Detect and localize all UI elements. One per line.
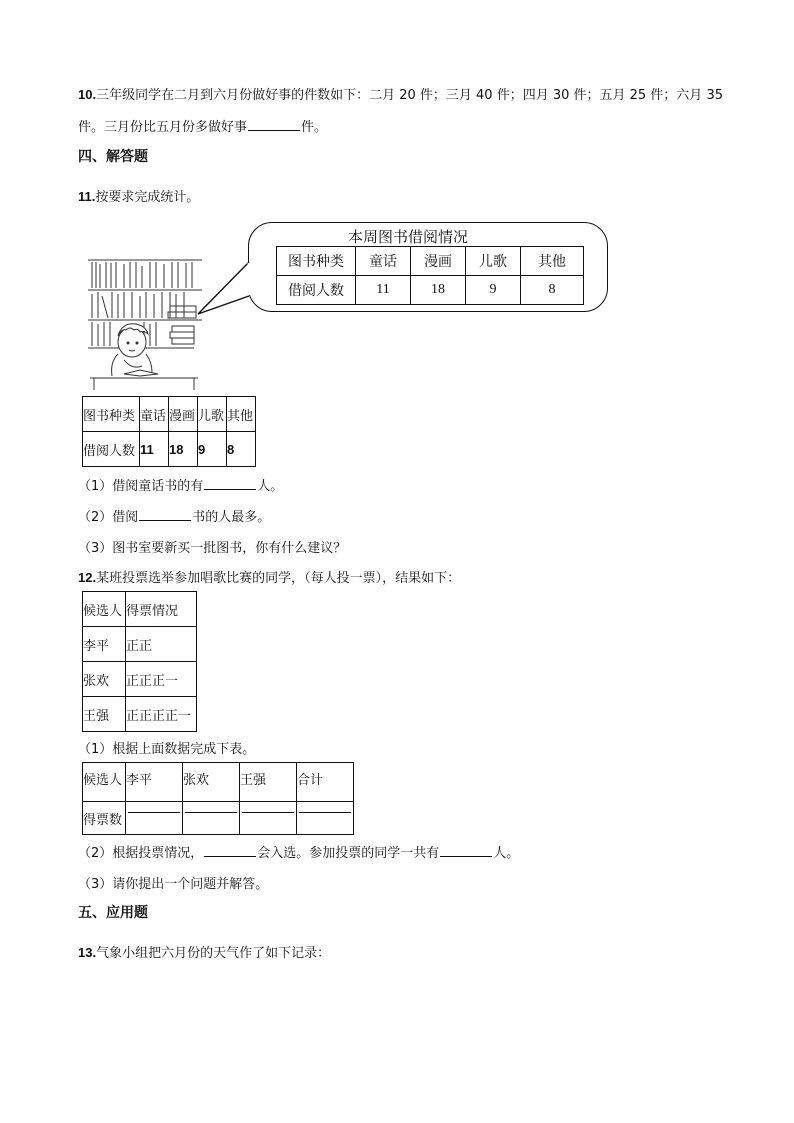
section-heading-5: 五、应用题: [78, 905, 148, 921]
table-cell: 候选人: [83, 763, 126, 802]
q11-sub2-text-a: （2）借阅: [78, 510, 139, 525]
q11-sub3: （3）图书室要新买一批图书，你有什么建议？: [78, 541, 347, 556]
table-cell: 张欢: [183, 763, 240, 802]
question-12: [78, 567, 460, 586]
q11-sub2-text-b: 书的人最多。: [192, 510, 271, 525]
table-cell: 得票情况: [126, 592, 197, 627]
q12-sub2-text-a: （2）根据投票情况，: [78, 846, 204, 861]
answer-blank[interactable]: [204, 477, 256, 490]
table-cell: 正正正一: [126, 662, 197, 697]
table-row: [83, 697, 197, 732]
vote-input-cell[interactable]: [183, 802, 240, 835]
question-11-number: 11.: [78, 189, 96, 204]
section-heading-4: 四、解答题: [78, 149, 148, 165]
vote-input-cell[interactable]: [297, 802, 354, 835]
question-10-text-a: 件。三月份比五月份多做好事: [78, 120, 248, 135]
q11-sub1-text-a: （1）借阅童话书的有: [78, 479, 204, 494]
table-cell: 其他: [227, 397, 256, 432]
bubble-cell: 童话: [356, 247, 411, 276]
bubble-cell: 儿歌: [466, 247, 521, 276]
bubble-table-row: [277, 276, 584, 305]
table-cell: 儿歌: [198, 397, 227, 432]
question-13-number: 13.: [78, 945, 97, 960]
q11-sub1: [78, 475, 283, 494]
table-cell: 童话: [140, 397, 169, 432]
question-11-text: 按要求完成统计。: [95, 190, 200, 205]
table-row: [83, 627, 197, 662]
table-row: [83, 432, 256, 467]
question-10-text-b: 件。: [301, 120, 328, 135]
q12-sub3: （3）请你提出一个问题并解答。: [78, 877, 269, 892]
borrow-table: [82, 396, 256, 467]
question-10-text: 三年级同学在二月到六月份做好事的件数如下：二月 20 件；三月 40 件；四月 30 件；五月 25 件；六月 35: [96, 88, 723, 103]
tally-table: [82, 591, 197, 732]
table-row: [83, 763, 354, 802]
q11-sub2: [78, 506, 270, 525]
table-cell: 李平: [126, 763, 183, 802]
q11-sub1-text-b: 人。: [257, 479, 284, 494]
table-cell: 18: [169, 432, 198, 467]
q12-sub2: [78, 842, 519, 861]
answer-blank[interactable]: [139, 508, 191, 521]
table-cell: 张欢: [83, 662, 126, 697]
table-cell: 借阅人数: [83, 432, 140, 467]
vote-input-cell[interactable]: [126, 802, 183, 835]
table-cell: 得票数: [83, 802, 126, 835]
table-cell: 王强: [240, 763, 297, 802]
q12-sub2-text-c: 人。: [493, 846, 520, 861]
bubble-cell: 借阅人数: [277, 276, 356, 305]
bubble-cell: 11: [356, 276, 411, 305]
table-cell: 8: [227, 432, 256, 467]
table-row: [83, 592, 197, 627]
bubble-cell: 漫画: [411, 247, 466, 276]
speech-bubble-pointer: [196, 258, 266, 318]
votes-table: [82, 762, 354, 835]
q12-sub2-text-b: 会入选。参加投票的同学一共有: [257, 846, 440, 861]
question-10-line2: [78, 116, 327, 135]
answer-blank[interactable]: [204, 844, 256, 857]
table-cell: 正正: [126, 627, 197, 662]
bubble-cell: 8: [521, 276, 584, 305]
table-row: [83, 662, 197, 697]
question-13-text: 气象小组把六月份的天气作了如下记录：: [96, 946, 331, 961]
question-13: [78, 942, 330, 961]
table-cell: 合计: [297, 763, 354, 802]
bubble-title: 本周图书借阅情况: [348, 228, 469, 246]
table-row: [83, 397, 256, 432]
bubble-cell: 9: [466, 276, 521, 305]
question-12-text: 某班投票选举参加唱歌比赛的同学，（每人投一票），结果如下：: [96, 571, 461, 586]
table-row: [83, 802, 354, 835]
table-cell: 候选人: [83, 592, 126, 627]
question-10-line1: [78, 84, 723, 103]
bubble-cell: 其他: [521, 247, 584, 276]
table-cell: 11: [140, 432, 169, 467]
table-cell: 图书种类: [83, 397, 140, 432]
answer-blank[interactable]: [248, 118, 300, 131]
table-cell: 正正正正一: [126, 697, 197, 732]
table-cell: 9: [198, 432, 227, 467]
bubble-cell: 图书种类: [277, 247, 356, 276]
question-11: [78, 186, 199, 205]
table-cell: 李平: [83, 627, 126, 662]
bubble-cell: 18: [411, 276, 466, 305]
bubble-table: [276, 246, 584, 305]
table-cell: 王强: [83, 697, 126, 732]
question-10-number: 10.: [78, 87, 97, 102]
answer-blank[interactable]: [440, 844, 492, 857]
bubble-table-row: [277, 247, 584, 276]
q12-sub1: （1）根据上面数据完成下表。: [78, 742, 256, 757]
vote-input-cell[interactable]: [240, 802, 297, 835]
question-12-number: 12.: [78, 570, 97, 585]
table-cell: 漫画: [169, 397, 198, 432]
